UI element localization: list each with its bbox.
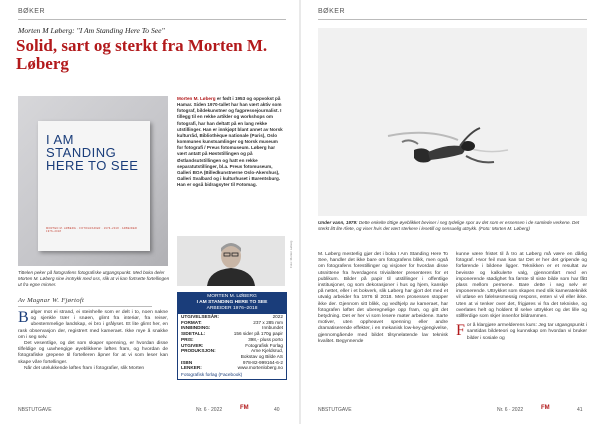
fact-value: Innbundet [262,325,283,331]
fact-key: INNBINDING: [181,325,211,331]
fact-key: ISBN [181,359,193,365]
drop-cap: B [18,309,29,326]
footer-edition: NBSTUTGAVE [18,407,52,413]
author-bio [177,96,283,188]
fact-key: PRODUKSJON: [181,348,216,354]
drop-cap: F [456,322,465,340]
fact-value: 2022 [272,314,283,319]
book-cover-title: I AM STANDING HERE TO SEE [46,132,139,173]
page-number: 40 [274,407,280,413]
section-rule [18,19,286,20]
left-page [0,0,299,424]
fact-key: LENKER: [181,365,202,371]
bio-text: er født i 1953 og oppvokst på Hamar. Siden 1970-tallet har han vært aktiv som fotograf, bildekunstner og fagpressejournalist. I tillegg til en rekke artikler og workshops om fotografi, har han deltatt på en lang rekke utstillinger. Han er innkjøpt blant annet av Norsk kulturråd, Bibliothèque nationale (Paris), Oslo kommunes kunstsamlinger og Norsk museum for fotografi / Preus fotomuseum. Løberg har vært antatt på Høststillingen og på Østlandsutstillingen og hatt en rekke separatutstillinger, bl.a. Preus fotomuseum, Galleri BOA (Billedkunstnerne Oslo-Akershus), Galleri Svalbard og i kulturhuset i Barentsburg. Han er også bidragsyter til Fotomag. [177,96,283,188]
fact-box-header [178,293,286,314]
byline-rule [18,306,152,307]
fact-box-book: I AM STANDING HERE TO SEE [196,300,268,305]
footer-issue: Nr. 6 · 2022 [497,407,524,413]
publication-logo: FM [240,405,249,411]
fact-value: 156 sider på 170g papir [233,331,283,337]
fact-box-title: MORTEN M. LØBERG [207,294,257,299]
right-page [301,0,600,424]
footer-issue: Nr. 6 · 2022 [196,407,223,413]
fact-box-footer: Fotografisk forlag (Facebook) [181,372,243,378]
portrait-image [177,236,285,286]
fact-value: 398,- pluss porto [248,336,283,342]
section-label: BØKER [318,8,346,15]
footer-edition: NBSTUTGAVE [318,407,352,413]
page-number: 41 [577,407,583,413]
fact-key: FORMAT: [181,319,202,325]
book-photo [18,96,168,266]
fact-value: 978-82-999164-6-2 [242,359,283,365]
section-rule [318,19,587,20]
bio-name: Morten M. Løberg [177,96,216,101]
fact-box [177,292,287,380]
cover-caption: Tittelen peker på fotografens fotografiske utgangspunkt. Med boka deler Morten M. Løberg sine inntrykk med oss, slik at vi kan fortsette fortellingen ut fra egne minner. [18,270,170,287]
article-body-col1: M. Løberg mesterlig gjør det i boka I Am Standing Here To See, handler det ikke bare om fotografens blikk, men også om fotografens forestillinger og visjoner for hvordan disse utsnittene fra hverdagens trivialiteter presenteres for et publikum. Bilder på papir til utstillinger i offentlige institusjoner, og som dekorasjoner i hus og hjem, kanskje på nettet, eller i et bokverk, slik Løberg har gjort det med et utvalg arbeider fra 1976 til 2018. Men prosessen stopper ikke der. Gjennom sitt blikk, og vedhjelp av kameraet, har fotografen løftet det uberegnelige opp fram, og gitt det betydning. Det er her vi som lesere møter arbeidene. Sarte motiver, uten oppheavet spenning eller andre dramatiserende effekter, i en mekanisk low-key-gjengivelse, gjennomgående med bildet tilsynelatende lav teknisk kvalitet. Begynnende [318,252,448,344]
fact-value: www.mortenloberg.no [237,365,283,371]
article-headline: Solid, sart og sterkt fra Morten M. Løberg [16,36,268,73]
fact-value: Bokstav og Bilde AS [240,353,283,359]
col2-end-text: or å klargjøre armelderens kurs: Jeg tar utgangspunkt i samtidas bildeteori og kunnskap om hvordan vi bruker bilder i sosiale og [466,323,587,341]
publication-logo: FM [541,405,550,411]
article-body-col2 [456,252,587,342]
fact-value: Arne Kjeldsrud, [250,348,283,354]
col2-new-section [456,323,587,342]
fact-key: UTGIVELSESÅR: [181,314,220,319]
photo-caption-title: Under vann, 1979: [318,220,358,225]
fact-box-years: ARBEIDER 1976–2018 [206,306,258,311]
author-portrait [177,236,285,286]
byline: Av Magnar W. Fjørtoft [18,297,85,304]
fact-value: Fotografisk Forlag [245,342,283,348]
fact-key: UTGIVER: [181,342,204,348]
section-label: BØKER [18,8,46,15]
paragraph-3: Når det utelukkende løftes fram i fotografier, slik Morten [24,365,145,371]
intro-paragraph: ølger mot ei strand, ei steinhelle som er delt i to, noen nakne og sjenkle trær i snøen, glimt fra interiør, fra reiser, ubestemmelige landskap, ei bro i grålyset. Et lite glimt her, en rask observasjon der, registrert med kameraet. Ikke mye å snakke om i seg selv. [18,310,168,340]
article-body-left [18,310,168,372]
col2-text: kunne være fristet til å tro at Løberg må være en dårlig fotograf. Hvor feil man kan ta! Det er her det gripende og forførende i bildene ligger. Teknikken er et resultat av bevisste og kalkulerte valg, gjennomført med en imponerende stødighet fra første til siste bilde som har fått plass mellom permene. Bare dette i seg selv er imponerende. Uttrykket som skapes med slik kamerateknikk vil utløse en følelsesmessig respons, enten vi vil eller ikke. Uten at vi tenker over det, frigjøres vi fra det tekniske, og overlates helt og holdent til selve uttrykket og det lille og stillferdige som skjer innenfor bildrammen. [456,252,587,320]
photo-caption-text: Dette enkelte tittige øyeblikket beviser i seg tydelige spor av det som er essensen i de samlede verkene. Det sterkt litt lite rfiete, og viser hvis det vært sterkere i lesetill og sensuelig uttrykk. (Foto: Morten M. Løberg) [318,220,580,231]
fact-value: 237 x 285 mm [253,319,283,325]
book-cover-subtitle: MORTEN M. LØBERG · FOTOGRAFIER · 1976–2018 · ARBEIDER 1976–2018 [46,227,138,233]
book-cover [38,121,150,251]
paragraph-2: Det vesentlige, og det som skaper spenning, er hvordan disse tilfeldige og uavhengige øyeblikkene løftes fram, og hvordan de fotografiske grepene til fortelleren åpner for at vi som leser kan skape våre fortellinger. [18,341,168,365]
portrait-credit: Foto: Morten Løberg [289,240,293,268]
fact-key: SIDETALL: [181,331,206,337]
photo-caption [318,220,587,232]
swimmer-image [318,28,587,216]
fact-key: PRIS: [181,336,194,342]
swimmer-photo [318,28,587,216]
article-kicker: Morten M Løberg: "I Am Standing Here To See" [18,26,165,35]
fact-rows [178,314,286,371]
